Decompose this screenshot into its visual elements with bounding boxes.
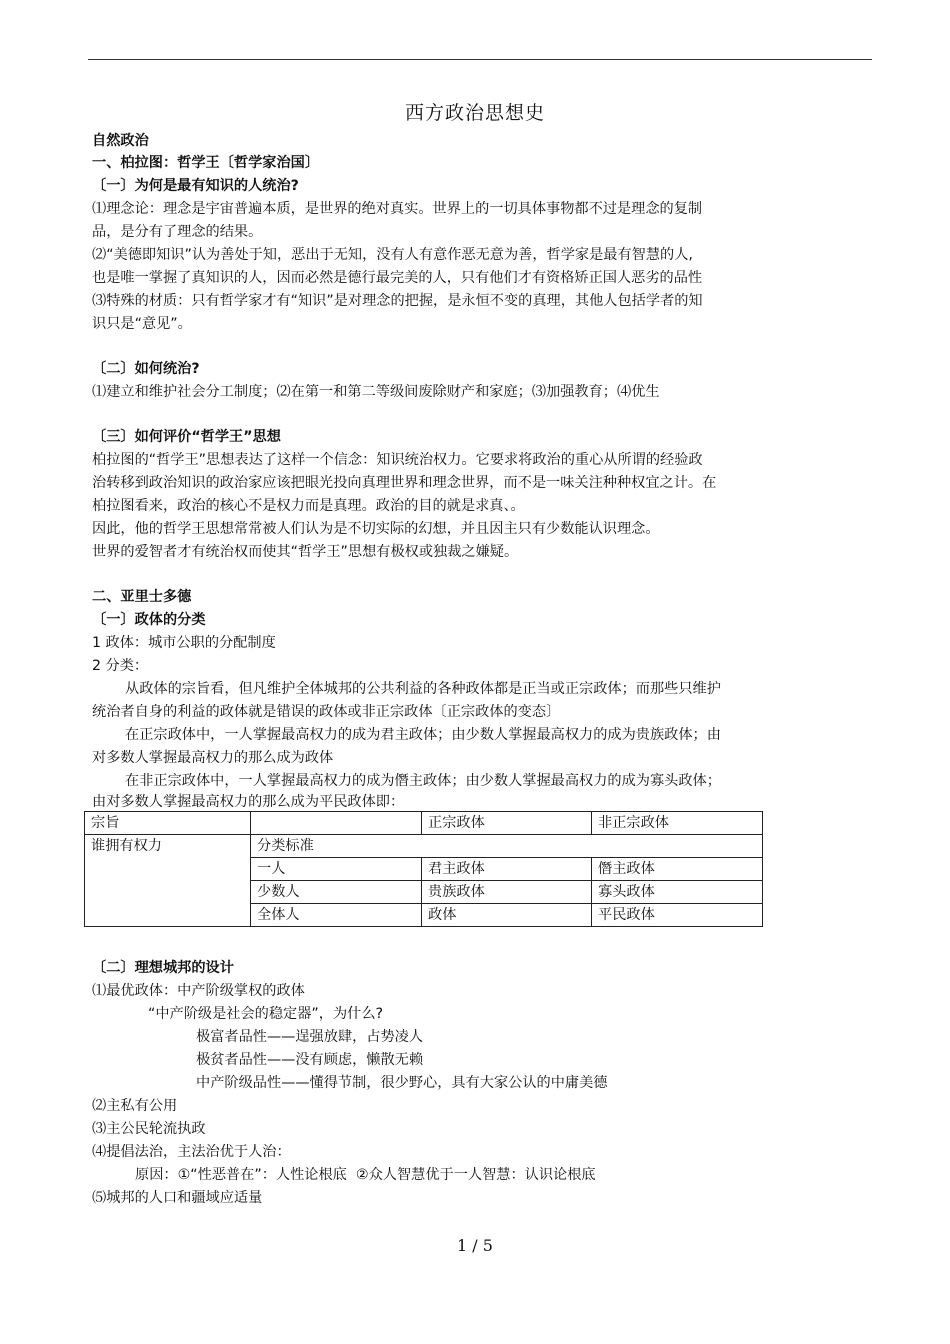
paragraph-line: 因此，他的哲学王思想常常被人们认为是不切实际的幻想，并且因主只有少数能认识理念。: [92, 521, 660, 537]
subheading-q3: 〔三〕如何评价“哲学王”思想: [92, 429, 281, 445]
paragraph-line: 1 政体：城市公职的分配制度: [92, 635, 276, 651]
subheading-a1: 〔一〕政体的分类: [92, 612, 206, 628]
table-header-cell: 宗旨: [85, 812, 251, 835]
paragraph-line: ⑸城邦的人口和疆域应适量: [92, 1190, 263, 1206]
page-number: 1 / 5: [457, 1236, 493, 1255]
table-cell: 全体人: [251, 904, 422, 927]
table-cell-power-holder-label: 谁拥有权力: [85, 835, 251, 927]
paragraph-line: 治转移到政治知识的政治家应该把眼光投向真理世界和理念世界，而不是一味关注种种权宜之计。在: [92, 475, 717, 491]
paragraph-line: ⑴理念论：理念是宇宙普遍本质，是世界的绝对真实。世界上的一切具体事物都不过是理念的复制: [92, 201, 703, 217]
table-row: [85, 835, 763, 858]
heading-plato: 一、柏拉图：哲学王〔哲学家治国〕: [92, 155, 320, 171]
paragraph-line: ⑵“美德即知识”认为善处于知，恶出于无知，没有人有意作恶无意为善，哲学家是最有智慧的人,: [92, 247, 693, 263]
table-cell: 贵族政体: [422, 881, 592, 904]
paragraph-line: 由对多数人掌握最高权力的那么成为平民政体即：: [92, 794, 405, 810]
table-cell: 政体: [422, 904, 592, 927]
paragraph-line: 从政体的宗旨看，但凡维护全体城邦的公共利益的各种政体都是正当或正宗政体；而那些只维护: [125, 681, 721, 697]
paragraph-line: 原因：①“性恶普在”：人性论根底 ②众人智慧优于一人智慧：认识论根底: [135, 1167, 596, 1183]
regime-classification-table: [84, 811, 763, 927]
subheading-a2: 〔二〕理想城邦的设计: [92, 960, 234, 976]
paragraph-line: ⑴建立和维护社会分工制度；⑵在第一和第二等级间废除财产和家庭；⑶加强教育；⑷优生: [92, 384, 660, 400]
paragraph-line: 2 分类：: [92, 658, 149, 674]
paragraph-line: 极富者品性——逞强放肆，占势凌人: [196, 1029, 424, 1045]
heading-natural-politics: 自然政治: [92, 133, 149, 149]
paragraph-line: ⑴最优政体：中产阶级掌权的政体: [92, 983, 305, 999]
subheading-q2: 〔二〕如何统治?: [92, 361, 200, 377]
paragraph-line: “中产阶级是社会的稳定器”，为什么?: [148, 1006, 384, 1022]
paragraph-line: 极贫者品性——没有顾虑，懒散无赖: [196, 1052, 424, 1068]
table-cell: 少数人: [251, 881, 422, 904]
table-header-cell: 正宗政体: [422, 812, 592, 835]
table-cell-criterion: 分类标准: [251, 835, 763, 858]
table-header-cell: 非正宗政体: [592, 812, 763, 835]
table-cell: 君主政体: [422, 858, 592, 881]
heading-aristotle: 二、亚里士多德: [92, 589, 192, 605]
paragraph-line: 中产阶级品性——懂得节制，很少野心，具有大家公认的中庸美德: [196, 1075, 608, 1091]
paragraph-line: 对多数人掌握最高权力的那么成为政体: [92, 750, 334, 766]
subheading-q1: 〔一〕为何是最有知识的人统治?: [92, 178, 299, 194]
table-cell: 平民政体: [592, 904, 763, 927]
paragraph-line: 世界的爱智者才有统治权而使其“哲学王”思想有极权或独裁之嫌疑。: [92, 544, 519, 560]
paragraph-line: 统治者自身的利益的政体就是错误的政体或非正宗政体〔正宗政体的变态〕: [92, 704, 561, 720]
table-cell: 寡头政体: [592, 881, 763, 904]
table-cell: 僭主政体: [592, 858, 763, 881]
paragraph-line: 也是唯一掌握了真知识的人，因而必然是德行最完美的人，只有他们才有资格矫正国人恶劣的品性: [92, 270, 703, 286]
paragraph-line: 识只是“意见”。: [92, 316, 192, 332]
paragraph-line: ⑶主公民轮流执政: [92, 1121, 206, 1137]
table-header-cell: [251, 812, 422, 835]
paragraph-line: 品，是分有了理念的结果。: [92, 224, 263, 240]
paragraph-line: ⑷提倡法治，主法治优于人治：: [92, 1144, 291, 1160]
header-rule: [88, 59, 872, 60]
paragraph-line: ⑵主私有公用: [92, 1098, 178, 1114]
paragraph-line: 柏拉图的“哲学王”思想表达了这样一个信念：知识统治权力。它要求将政治的重心从所谓的经验政: [92, 452, 703, 468]
paragraph-line: 在正宗政体中，一人掌握最高权力的成为君主政体；由少数人掌握最高权力的成为贵族政体；由: [125, 727, 721, 743]
paragraph-line: 柏拉图看来，政治的核心不是权力而是真理。政治的目的就是求真、。: [92, 498, 525, 514]
paragraph-line: 在非正宗政体中，一人掌握最高权力的成为僭主政体；由少数人掌握最高权力的成为寡头政体；: [125, 773, 721, 789]
table-header-row: [85, 812, 763, 835]
page-title: 西方政治思想史: [404, 102, 545, 124]
paragraph-line: ⑶特殊的材质：只有哲学家才有“知识”是对理念的把握，是永恒不变的真理，其他人包括学者的知: [92, 293, 703, 309]
table-cell: 一人: [251, 858, 422, 881]
